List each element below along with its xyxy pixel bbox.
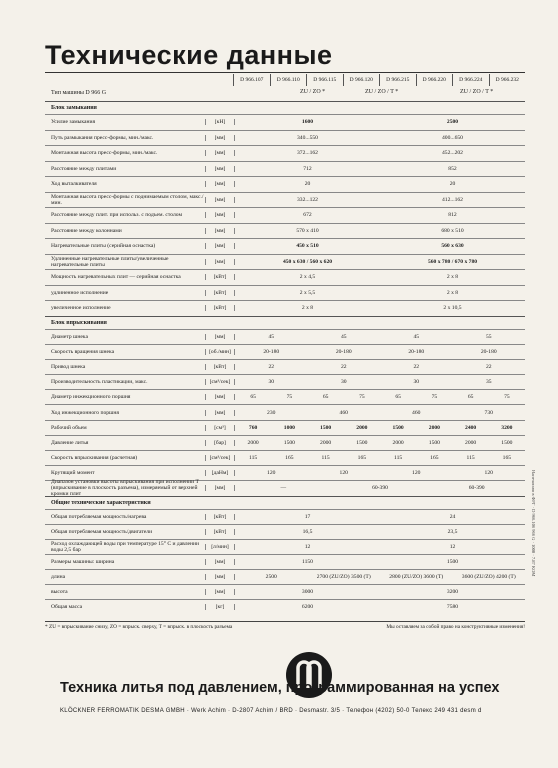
table-row: [45, 192, 525, 208]
cell-value: 400...650: [442, 134, 463, 141]
footnote-row: [45, 621, 525, 630]
cell-value: 1500: [356, 439, 368, 446]
footnote-left: * ZU = впрыскивание снизу, ZO = впрыск. сверху, T = впрыск. в плоскость разъема: [45, 624, 233, 630]
cell-value: 165: [502, 455, 512, 462]
row-unit: [кН]: [205, 119, 235, 125]
cell-value: 1500: [428, 439, 440, 446]
cell-value: 24: [449, 513, 456, 520]
table-row: [45, 524, 525, 539]
cell-value: 75: [431, 394, 438, 401]
table-row: [45, 130, 525, 146]
top-rule: [45, 72, 525, 73]
row-label: Давление литья: [51, 439, 89, 446]
cell-value: 1000: [283, 424, 295, 431]
row-unit: [мм]: [205, 228, 235, 234]
row-values: [235, 425, 525, 431]
row-unit: [мм]: [205, 135, 235, 141]
cell-value: 812: [448, 212, 457, 219]
cell-value: 680 x 510: [441, 227, 464, 234]
row-label: Производительность пластикации, макс.: [51, 379, 148, 386]
cell-value: 2500: [446, 119, 459, 126]
row-label: длина: [51, 573, 66, 580]
cell-value: 22: [485, 363, 492, 370]
row-values: [235, 150, 525, 156]
cell-value: 20-180: [408, 348, 425, 355]
row-label: Крутящий момент: [51, 470, 95, 477]
cell-value: 450 x 630 / 560 x 620: [282, 258, 333, 265]
row-values: [235, 544, 525, 550]
row-unit: [мм]: [205, 394, 235, 400]
table-row: [45, 344, 525, 359]
row-unit: [см³]: [205, 425, 235, 431]
section-heading: Блок замыкания: [45, 101, 525, 114]
row-unit: [л/мин]: [205, 544, 235, 550]
cell-value: 75: [359, 394, 365, 401]
cell-value: 2 x 8: [446, 289, 459, 296]
cell-value: 17: [304, 513, 311, 520]
table-row: [45, 404, 525, 419]
section-heading: Блок впрыскивания: [45, 316, 525, 329]
cell-value: 20-180: [335, 348, 352, 355]
row-values: [235, 379, 525, 385]
cell-value: 340...550: [297, 134, 318, 141]
row-label: Удлиненные нагревательные плиты/увеличенные нагревательные плиты: [51, 255, 169, 268]
row-label: удлиненное исполнение: [51, 289, 109, 296]
zu-group-1: ZU / ZO *: [300, 89, 326, 95]
cell-value: 23,5: [447, 528, 458, 535]
cell-value: 1150: [302, 558, 313, 565]
row-values: [235, 181, 525, 187]
cell-value: 2000: [356, 424, 368, 431]
table-row: [45, 161, 525, 177]
cell-value: 2 x 5,5: [299, 289, 316, 296]
cell-value: 412...162: [442, 196, 463, 203]
row-label: Диаметр шнека: [51, 333, 88, 340]
cell-value: 332...122: [297, 196, 318, 203]
cell-value: 115: [321, 455, 330, 462]
table-row: [45, 114, 525, 130]
cell-value: 30: [413, 379, 420, 386]
cell-value: —: [280, 485, 287, 492]
model-col: D 966.220: [416, 74, 453, 86]
row-values: [235, 574, 525, 580]
row-label: увеличенное исполнение: [51, 305, 111, 312]
row-label: Нагревательные плиты (серийная оснастка): [51, 243, 156, 250]
row-label: Общая потребляемая мощность/двигатели: [51, 528, 153, 535]
row-values: [235, 604, 525, 610]
cell-value: 75: [286, 394, 293, 401]
cell-value: 35: [485, 379, 492, 386]
cell-value: 2800 (ZU/ZO) 3600 (T): [389, 573, 444, 580]
cell-value: 452...202: [442, 150, 463, 157]
row-label: Диапазон установки высоты впрыскивания при исполнении T (впрыскивание в плоскость разъема), измеряемый от верхней кромки плит: [51, 479, 199, 498]
cell-value: 2 x 8: [301, 305, 314, 312]
row-label: Мощность нагревательных плит — серийная оснастка: [51, 274, 181, 281]
cell-value: 2000: [320, 439, 332, 446]
row-label: Ход выталкивателя: [51, 181, 97, 188]
cell-value: 2000: [247, 439, 259, 446]
row-unit: [мм]: [205, 212, 235, 218]
cell-value: 20: [304, 181, 311, 188]
row-values: [235, 166, 525, 172]
cell-value: 165: [285, 455, 294, 462]
table-row: [45, 359, 525, 374]
row-values: [235, 228, 525, 234]
row-values: [235, 589, 525, 595]
cell-value: 7580: [446, 603, 459, 610]
row-values: [235, 455, 525, 461]
table-row: [45, 599, 525, 614]
row-unit: [даНм]: [205, 470, 235, 476]
row-values: [235, 212, 525, 218]
row-unit: [мм]: [205, 259, 235, 265]
table-row: [45, 329, 525, 344]
cell-value: 672: [303, 212, 312, 219]
row-values: [235, 529, 525, 535]
row-values: [235, 334, 525, 340]
cell-value: 45: [413, 333, 420, 340]
cell-value: 6200: [301, 603, 314, 610]
cell-value: 3600 (ZU/ZO) 4200 (T): [461, 573, 516, 580]
section-heading: Общие технические характеристики: [45, 496, 525, 509]
cell-value: 120: [412, 470, 421, 477]
side-print-code: Напечатано в ФРГ · D 966.106 966 G · 1000 · 7.87 KOM: [531, 470, 536, 577]
table-row: [45, 450, 525, 465]
row-label: Расстояние между плит. при использ. с подъем. столом: [51, 212, 182, 219]
row-unit: [см³/сек]: [205, 455, 235, 461]
cell-value: 20-180: [263, 348, 280, 355]
cell-value: 115: [466, 455, 475, 462]
cell-value: 760: [248, 424, 258, 431]
row-unit: [мм]: [205, 197, 235, 203]
table-row: [45, 223, 525, 239]
table-row: [45, 584, 525, 599]
table-row: [45, 269, 525, 285]
cell-value: 1600: [301, 119, 314, 126]
cell-value: 55: [485, 333, 492, 340]
model-col: D 966.115: [306, 74, 343, 86]
cell-value: 165: [430, 455, 439, 462]
row-unit: [бар]: [205, 440, 235, 446]
company-footer: KLÖCKNER FERROMATIK DESMA GMBH · Werk Achim · D-2807 Achim / BRD · Desmastr. 3/5 · Телефон (4202) 50-0 Телекс 249 431 desm d: [60, 708, 482, 714]
table-row: [45, 420, 525, 435]
cell-value: 165: [357, 455, 367, 462]
cell-value: 30: [268, 379, 275, 386]
row-unit: [кВт]: [205, 514, 235, 520]
row-label: Усилие замыкания: [51, 119, 96, 126]
row-label: Монтажная высота пресс-формы, мин./макс.: [51, 150, 158, 157]
cell-value: 2400: [465, 424, 477, 431]
cell-value: 2 x 10,5: [443, 305, 462, 312]
model-col: D 966.224: [452, 74, 489, 86]
table-row: [45, 389, 525, 404]
row-unit: [мм]: [205, 181, 235, 187]
cell-value: 2700 (ZU/ZO) 3500 (T): [316, 573, 371, 580]
row-values: [235, 410, 525, 416]
row-label: Рабочий объем: [51, 424, 87, 431]
row-label: Скорость вращения шнека: [51, 348, 115, 355]
row-label: Диаметр инжекционного поршня: [51, 394, 131, 401]
row-label: Расстояние между плитами: [51, 165, 117, 172]
row-unit: [мм]: [205, 334, 235, 340]
cell-value: 115: [249, 455, 258, 462]
cell-value: 2500: [265, 573, 277, 580]
table-row: [45, 238, 525, 254]
cell-value: 712: [303, 165, 312, 172]
table-row: [45, 539, 525, 554]
row-values: [235, 197, 525, 203]
cell-value: 22: [268, 363, 275, 370]
table-row: [45, 145, 525, 161]
cell-value: 120: [267, 470, 276, 477]
row-label: Ход инжекционного поршня: [51, 409, 119, 416]
row-unit: [кВт]: [205, 529, 235, 535]
zu-group-2: ZU / ZO / T *: [365, 89, 399, 95]
cell-value: 230: [267, 409, 276, 416]
row-label: Скорость впрыскивания (расчетная): [51, 455, 138, 462]
row-unit: [см³/сек]: [205, 379, 235, 385]
cell-value: 560 x 630: [441, 243, 464, 250]
model-col: D 966.110: [270, 74, 307, 86]
cell-value: 30: [340, 379, 347, 386]
cell-value: 65: [322, 394, 329, 401]
table-row: [45, 285, 525, 301]
cell-value: 75: [504, 394, 510, 401]
row-label: Расход охлаждающей воды при температуре 15° C и давлении воды 2,5 бар: [51, 540, 199, 553]
slogan: Техника литья под давлением, программированная на успех: [60, 680, 500, 696]
cell-value: 3200: [501, 424, 513, 431]
row-values: [235, 514, 525, 520]
row-label: Общая потребляемая мощность/нагрева: [51, 513, 147, 520]
cell-value: 12: [304, 543, 311, 550]
cell-value: 65: [395, 394, 401, 401]
row-label: Общая масса: [51, 603, 83, 610]
cell-value: 20-180: [480, 348, 497, 355]
row-values: [235, 559, 525, 565]
row-unit: [мм]: [205, 243, 235, 249]
cell-value: 2 x 8: [446, 274, 459, 281]
cell-value: 16,5: [302, 528, 313, 535]
row-values: [235, 135, 525, 141]
row-label: Расстояние между колоннами: [51, 227, 122, 234]
cell-value: 1500: [501, 439, 513, 446]
cell-value: 372...162: [297, 150, 318, 157]
cell-value: 120: [339, 470, 348, 477]
cell-value: 2000: [428, 424, 440, 431]
row-values: [235, 364, 525, 370]
table-row: [45, 374, 525, 389]
row-values: [235, 440, 525, 446]
cell-value: 20: [449, 181, 456, 188]
row-values: [235, 470, 525, 476]
row-label: Монтажная высота пресс-формы с поднимаемым столом, макс./мин.: [51, 193, 204, 206]
footnote-right: Мы оставляем за собой право на конструктивные изменения!: [386, 624, 525, 630]
row-unit: [мм]: [205, 589, 235, 595]
cell-value: 65: [467, 394, 474, 401]
row-label: Размеры машины: ширина: [51, 558, 115, 565]
cell-value: 2000: [465, 439, 477, 446]
model-col: D 966.120: [343, 74, 380, 86]
row-unit: [кВт]: [205, 274, 235, 280]
cell-value: 852: [448, 165, 457, 172]
table-row: [45, 554, 525, 569]
table-row: [45, 176, 525, 192]
cell-value: 730: [484, 409, 493, 416]
row-values: [235, 119, 525, 125]
table-row: [45, 569, 525, 584]
row-label: Привод шнека: [51, 363, 86, 370]
row-values: [235, 290, 525, 296]
row-unit: [мм]: [205, 150, 235, 156]
table-row: [45, 479, 525, 498]
page-title: Технические данные: [45, 40, 333, 70]
cell-value: 1500: [446, 558, 459, 565]
row-unit: [мм]: [205, 485, 235, 491]
row-values: [235, 394, 525, 400]
row-values: [235, 349, 525, 355]
table-row: [45, 300, 525, 316]
model-col: D 966.107: [233, 74, 270, 86]
model-col: D 966.215: [379, 74, 416, 86]
row-unit: [мм]: [205, 574, 235, 580]
cell-value: 45: [340, 333, 347, 340]
row-unit: [мм]: [205, 166, 235, 172]
row-unit: [мм]: [205, 410, 235, 416]
cell-value: 1500: [283, 439, 295, 446]
row-label: высота: [51, 588, 68, 595]
cell-value: 120: [484, 470, 493, 477]
machine-type-row: [45, 86, 525, 100]
row-unit: [кВт]: [205, 305, 235, 311]
cell-value: 22: [413, 363, 420, 370]
model-col: D 966.232: [489, 74, 526, 86]
cell-value: 1500: [320, 424, 332, 431]
cell-value: 3000: [301, 588, 314, 595]
zu-group-3: ZU / ZO / T *: [460, 89, 494, 95]
row-unit: [кВт]: [205, 364, 235, 370]
cell-value: 460: [339, 409, 348, 416]
spec-table: [45, 101, 525, 614]
row-unit: [мм]: [205, 559, 235, 565]
cell-value: 3200: [446, 588, 459, 595]
cell-value: 65: [250, 394, 256, 401]
row-unit: [кВт]: [205, 290, 235, 296]
cell-value: 45: [268, 333, 275, 340]
row-unit: [кг]: [205, 604, 235, 610]
cell-value: 60-390: [372, 485, 388, 492]
row-values: [235, 305, 525, 311]
cell-value: 115: [394, 455, 403, 462]
cell-value: 2 x 4,5: [299, 274, 316, 281]
cell-value: 460: [412, 409, 421, 416]
model-header: [233, 74, 525, 86]
cell-value: 570 x 410: [296, 227, 319, 234]
table-row: [45, 509, 525, 524]
table-row: [45, 207, 525, 223]
table-row: [45, 254, 525, 270]
cell-value: 2000: [392, 439, 404, 446]
table-row: [45, 465, 525, 480]
row-values: [235, 274, 525, 280]
row-unit: [об./мин]: [205, 349, 235, 355]
row-label: Путь размыкания пресс-формы, мин./макс.: [51, 134, 154, 141]
cell-value: 60-390: [468, 485, 485, 492]
cell-value: 22: [340, 363, 347, 370]
cell-value: 450 x 510: [296, 243, 319, 250]
row-values: [235, 243, 525, 249]
cell-value: 12: [449, 543, 456, 550]
table-row: [45, 435, 525, 450]
row-values: [235, 259, 525, 265]
cell-value: 560 x 780 / 670 x 780: [427, 258, 478, 265]
cell-value: 1500: [392, 424, 404, 431]
machine-type-label: Тип машины D 966 G: [51, 90, 107, 96]
row-values: [235, 485, 525, 491]
